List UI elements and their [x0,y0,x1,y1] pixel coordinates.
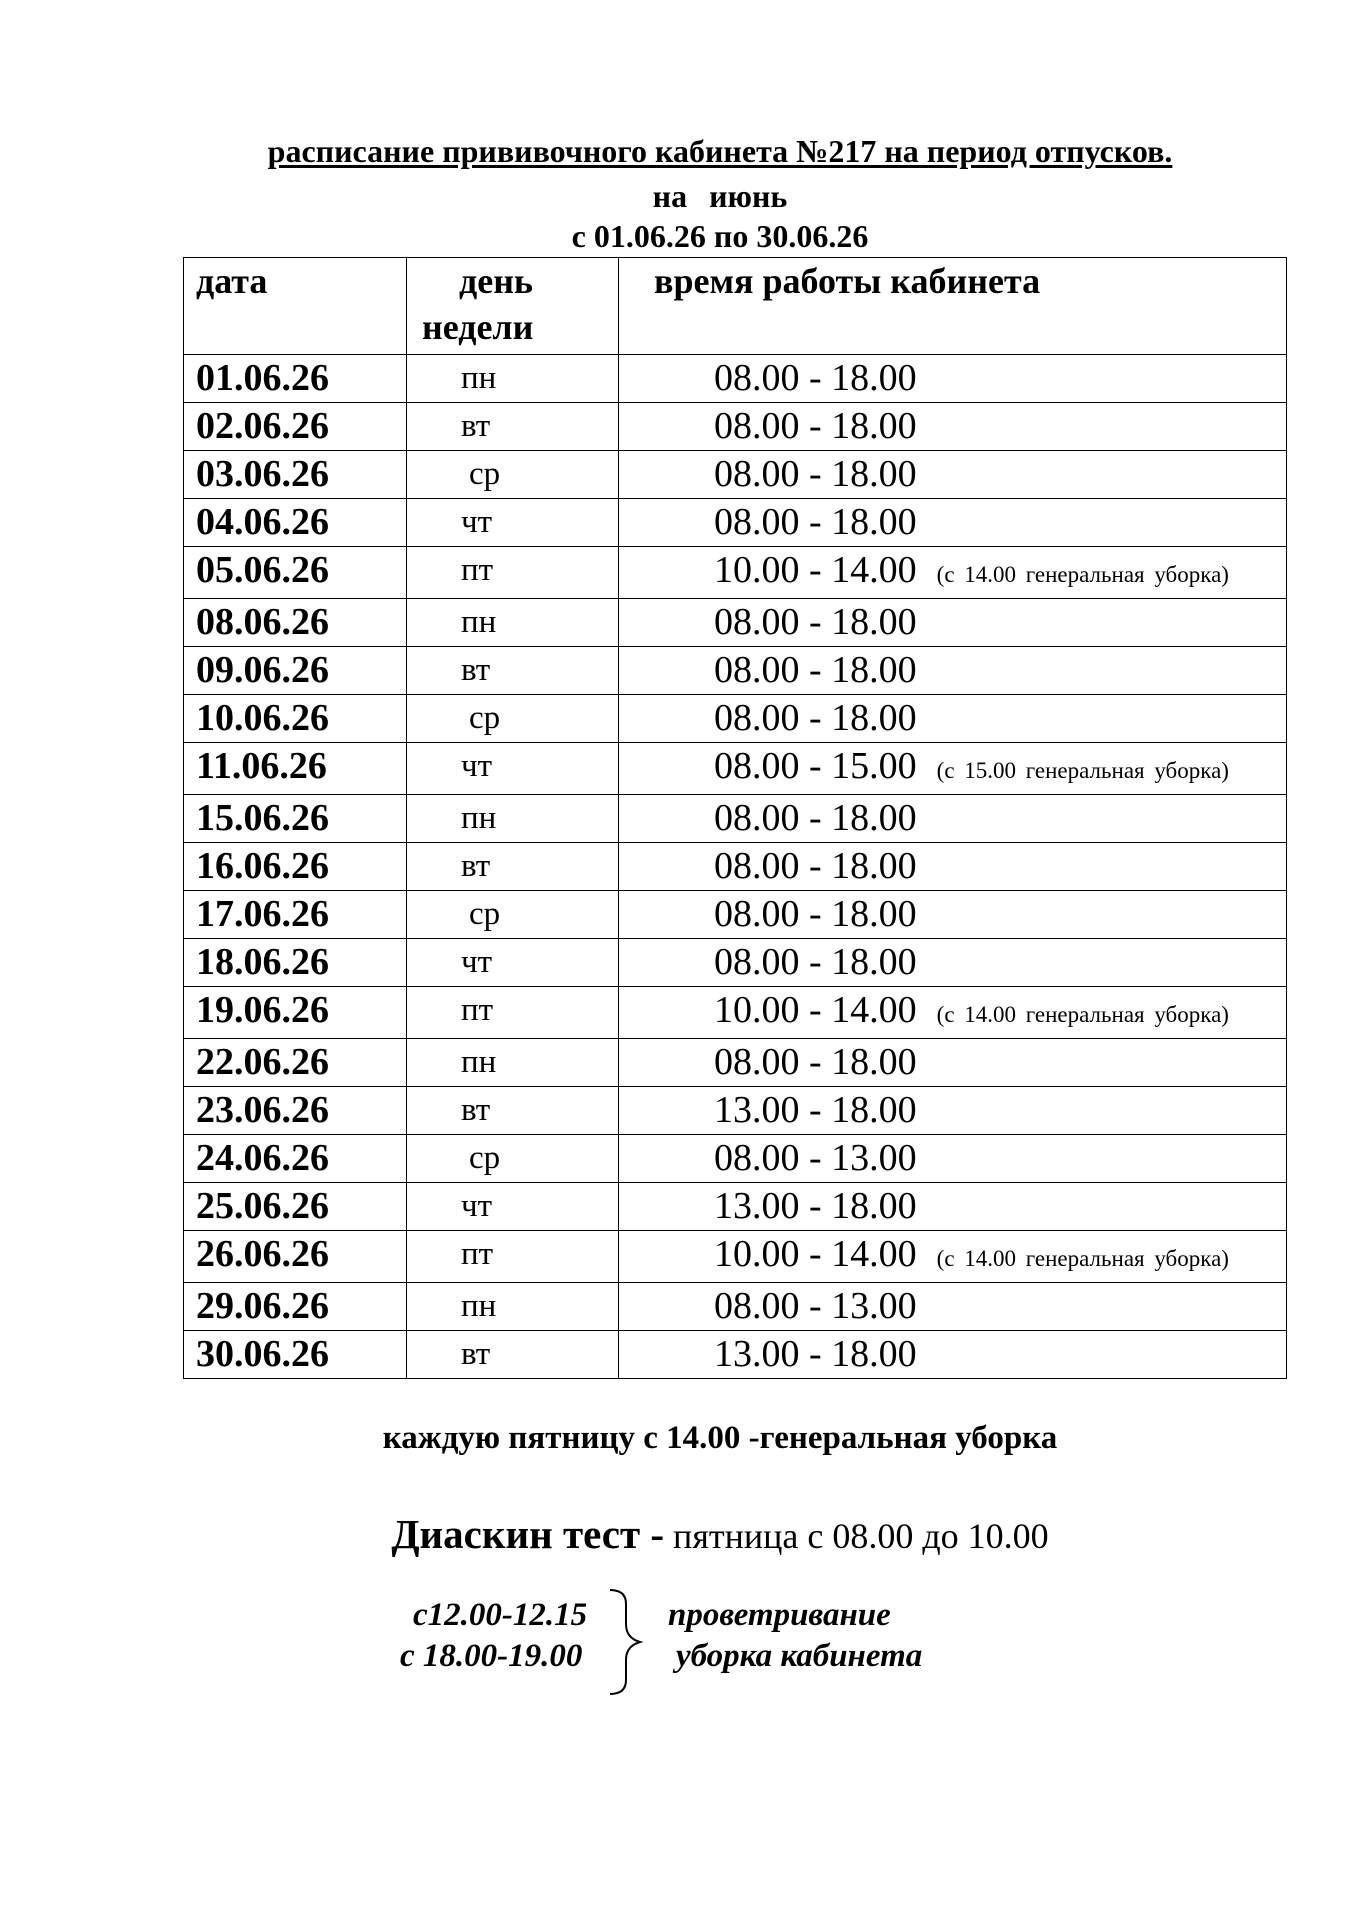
column-header-weekday-line1: день [459,261,533,301]
row-date: 17.06.26 [184,891,407,939]
row-time-cell [619,695,1287,743]
row-time: 08.00 - 18.00 [714,1041,917,1083]
row-weekday: вт [407,1087,619,1135]
row-time-cell [619,1283,1287,1331]
row-time-cell [619,547,1287,599]
row-weekday: пн [407,795,619,843]
row-time: 08.00 - 18.00 [714,941,917,983]
row-weekday: вт [407,647,619,695]
row-weekday: вт [407,403,619,451]
row-date: 18.06.26 [184,939,407,987]
table-row [184,1087,1287,1135]
row-date: 08.06.26 [184,599,407,647]
row-weekday: пт [407,987,619,1039]
table-row [184,355,1287,403]
row-time: 10.00 - 14.00 [714,549,917,591]
row-time: 08.00 - 15.00 [714,745,917,787]
row-date: 24.06.26 [184,1135,407,1183]
table-row [184,647,1287,695]
diaskin-test-line [0,1510,1357,1558]
table-row [184,1039,1287,1087]
row-time-cell [619,499,1287,547]
row-time-cell [619,743,1287,795]
document-subtitle-month: на июнь [652,178,788,214]
row-date: 11.06.26 [184,743,407,795]
row-weekday: пт [407,547,619,599]
row-time-cell [619,1087,1287,1135]
row-weekday: ср [407,891,619,939]
row-date: 10.06.26 [184,695,407,743]
row-time: 08.00 - 18.00 [714,405,917,447]
row-date: 23.06.26 [184,1087,407,1135]
table-row [184,795,1287,843]
row-time: 08.00 - 18.00 [714,697,917,739]
document-subtitle-period: с 01.06.26 по 30.06.26 [571,218,869,254]
row-date: 30.06.26 [184,1331,407,1379]
row-time: 08.00 - 18.00 [714,601,917,643]
row-time: 10.00 - 14.00 [714,1233,917,1275]
row-weekday: вт [407,1331,619,1379]
row-time: 13.00 - 18.00 [714,1089,917,1131]
row-time: 08.00 - 13.00 [714,1137,917,1179]
airing-time: с12.00-12.15 [413,1597,588,1633]
row-date: 15.06.26 [184,795,407,843]
column-header-weekday [407,258,619,355]
row-date: 29.06.26 [184,1283,407,1331]
table-row [184,403,1287,451]
table-row [184,1283,1287,1331]
row-note: (с 14.00 генеральная уборка) [936,562,1229,587]
table-row [184,599,1287,647]
table-header-row [184,258,1287,355]
row-time-cell [619,451,1287,499]
row-time: 13.00 - 18.00 [714,1333,917,1375]
row-time-cell [619,1183,1287,1231]
row-date: 22.06.26 [184,1039,407,1087]
row-note: (с 15.00 генеральная уборка) [936,758,1229,783]
row-time-cell [619,843,1287,891]
row-note: (с 14.00 генеральная уборка) [936,1002,1229,1027]
table-row [184,451,1287,499]
row-weekday: ср [407,451,619,499]
row-date: 16.06.26 [184,843,407,891]
row-weekday: ср [407,1135,619,1183]
row-time: 08.00 - 18.00 [714,649,917,691]
cleaning-time: с 18.00-19.00 [400,1638,583,1674]
column-header-date: дата [184,258,407,355]
row-time-cell [619,599,1287,647]
row-date: 26.06.26 [184,1231,407,1283]
row-time: 08.00 - 18.00 [714,501,917,543]
table-row [184,499,1287,547]
row-weekday: пн [407,599,619,647]
row-weekday: пт [407,1231,619,1283]
row-weekday: пн [407,1283,619,1331]
row-weekday: чт [407,743,619,795]
row-weekday: чт [407,939,619,987]
row-time: 08.00 - 18.00 [714,845,917,887]
table-row [184,987,1287,1039]
column-header-weekday-line2: недели [422,307,534,347]
curly-brace-icon [608,1588,648,1698]
row-time-cell [619,647,1287,695]
table-row [184,891,1287,939]
row-weekday: чт [407,1183,619,1231]
row-weekday: пн [407,355,619,403]
row-date: 04.06.26 [184,499,407,547]
row-time-cell [619,403,1287,451]
cleaning-label: уборка кабинета [676,1638,923,1674]
row-time-cell [619,1231,1287,1283]
row-date: 25.06.26 [184,1183,407,1231]
table-row [184,1183,1287,1231]
row-weekday: пн [407,1039,619,1087]
row-time: 08.00 - 13.00 [714,1285,917,1327]
row-date: 01.06.26 [184,355,407,403]
table-row [184,743,1287,795]
row-time-cell [619,1039,1287,1087]
column-header-time: время работы кабинета [619,258,1287,355]
table-row [184,695,1287,743]
row-time-cell [619,795,1287,843]
row-note: (с 14.00 генеральная уборка) [936,1246,1229,1271]
row-time-cell [619,1135,1287,1183]
row-date: 09.06.26 [184,647,407,695]
row-date: 19.06.26 [184,987,407,1039]
row-time-cell [619,939,1287,987]
row-date: 02.06.26 [184,403,407,451]
diaskin-test-time: пятница с 08.00 до 10.00 [673,1516,1049,1556]
row-time: 10.00 - 14.00 [714,989,917,1031]
table-row [184,1231,1287,1283]
airing-label: проветривание [668,1597,891,1633]
table-row [184,1331,1287,1379]
row-weekday: ср [407,695,619,743]
row-time: 08.00 - 18.00 [714,797,917,839]
document-title: расписание прививочного кабинета №217 на период отпусков. [267,133,1173,169]
row-weekday: чт [407,499,619,547]
row-time: 08.00 - 18.00 [714,893,917,935]
row-date: 05.06.26 [184,547,407,599]
table-row [184,843,1287,891]
diaskin-test-label: Диаскин тест - [391,1511,665,1557]
schedule-table [183,257,1287,1379]
row-time-cell [619,987,1287,1039]
table-row [184,1135,1287,1183]
row-time: 08.00 - 18.00 [714,453,917,495]
friday-cleaning-note: каждую пятницу с 14.00 -генеральная уборка [382,1420,1058,1456]
row-weekday: вт [407,843,619,891]
row-time: 13.00 - 18.00 [714,1185,917,1227]
row-time-cell [619,1331,1287,1379]
row-time-cell [619,891,1287,939]
row-date: 03.06.26 [184,451,407,499]
table-row [184,547,1287,599]
table-row [184,939,1287,987]
row-time: 08.00 - 18.00 [714,357,917,399]
row-time-cell [619,355,1287,403]
